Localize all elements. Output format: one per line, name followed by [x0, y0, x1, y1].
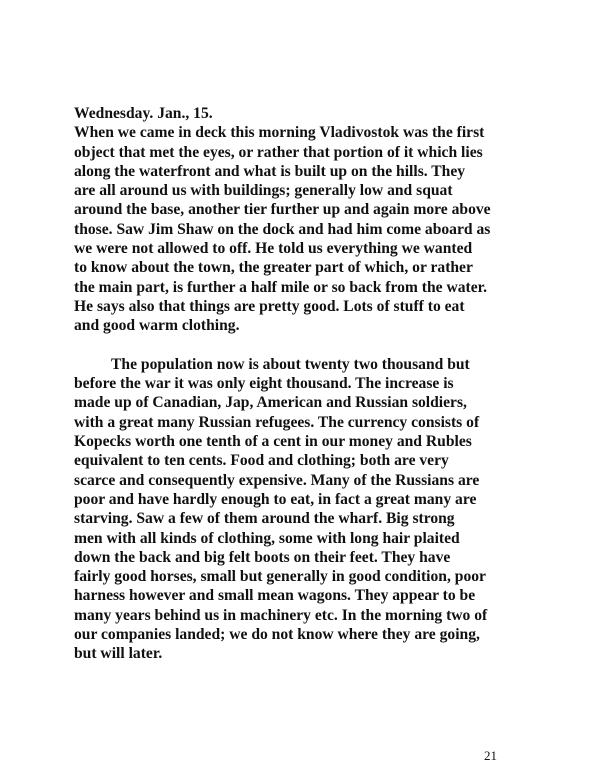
paragraph-gap — [74, 336, 544, 355]
text-line: poor and have hardly enough to eat, in fact a great many are — [74, 490, 477, 508]
text-line: object that met the eyes, or rather that portion of it which lies — [74, 143, 483, 161]
diary-entry — [74, 104, 544, 664]
text-line: many years behind us in machinery etc. In the morning two of — [74, 606, 488, 624]
text-line: equivalent to ten cents. Food and clothing; both are very — [74, 452, 449, 470]
text-line: our companies landed; we do not know where they are going, — [74, 626, 480, 644]
text-line: with a great many Russian refugees. The currency consists of — [74, 413, 480, 431]
text-line: to know about the town, the greater part of which, or rather — [74, 259, 473, 277]
text-line: He says also that things are pretty good. Lots of stuff to eat — [74, 297, 465, 315]
text-line: around the base, another tier further up and again more above — [74, 201, 491, 219]
text-line: and good warm clothing. — [74, 317, 240, 335]
text-line: we were not allowed to off. He told us everything we wanted — [74, 240, 473, 258]
text-line: When we came in deck this morning Vladivostok was the first — [74, 124, 485, 142]
text-line: are all around us with buildings; generally low and squat — [74, 182, 453, 200]
text-line: Kopecks worth one tenth of a cent in our money and Rubles — [74, 433, 472, 451]
paragraph-1 — [74, 123, 544, 335]
text-line: those. Saw Jim Shaw on the dock and had him come aboard as — [74, 220, 491, 238]
text-line: fairly good horses, small but generally in good condition, poor — [74, 568, 486, 586]
text-line: The population now is about twenty two thousand but — [111, 355, 470, 373]
text-line: the main part, is further a half mile or so back from the water. — [74, 278, 488, 296]
text-line: men with all kinds of clothing, some with long hair plaited — [74, 529, 460, 547]
paragraph-2 — [74, 355, 544, 664]
entry-heading: Wednesday. Jan., 15. — [74, 105, 213, 122]
text-line: harness however and small mean wagons. They appear to be — [74, 587, 476, 605]
text-line: made up of Canadian, Jap, American and Russian soldiers, — [74, 394, 467, 412]
text-line: down the back and big felt boots on their feet. They have — [74, 548, 451, 566]
page-number: 21 — [484, 748, 497, 763]
text-line: scarce and consequently expensive. Many of the Russians are — [74, 471, 480, 489]
text-line: starving. Saw a few of them around the wharf. Big strong — [74, 510, 455, 528]
text-line: but will later. — [74, 645, 163, 663]
text-line: along the waterfront and what is built up on the hills. They — [74, 162, 466, 180]
text-line: before the war it was only eight thousand. The increase is — [74, 375, 454, 393]
